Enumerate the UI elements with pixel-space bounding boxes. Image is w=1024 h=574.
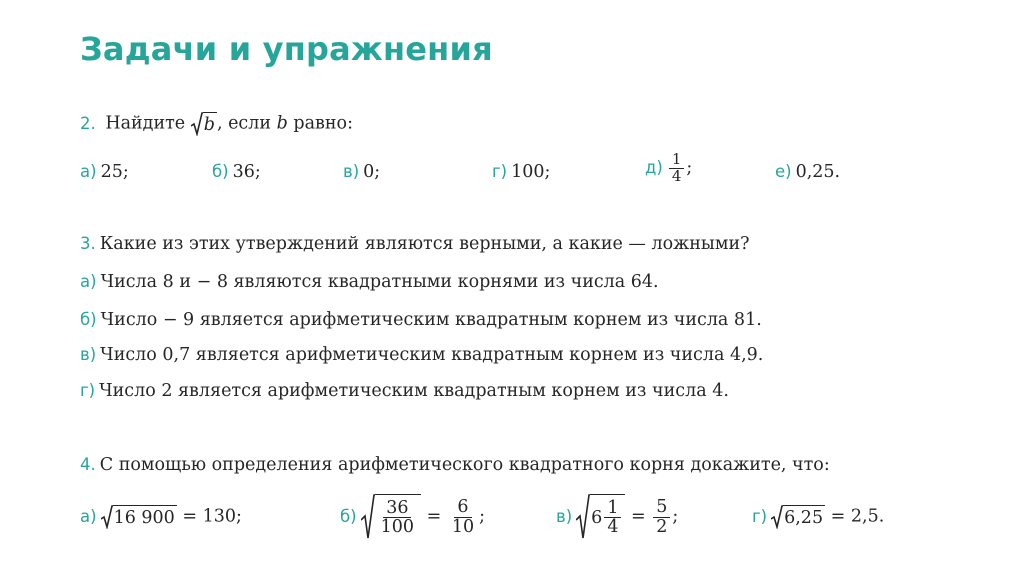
item-text: Числа 8 и − 8 являются квадратными корнями из числа 64. (100, 272, 659, 292)
item-suffix: ; (479, 506, 486, 527)
item-label: г) (80, 381, 96, 400)
equals-sign: = (631, 506, 646, 527)
task-4-statement (80, 455, 830, 475)
task-4-item-c (556, 494, 678, 540)
task-number: 4. (80, 455, 96, 474)
sqrt-expression (771, 505, 825, 529)
task-2-option-d (492, 162, 550, 182)
radical-sign-icon (576, 494, 590, 540)
page-title: Задачи и упражнения (80, 30, 493, 68)
fraction-numerator: 6 (454, 498, 471, 517)
item-label: а) (80, 272, 97, 291)
item-label: а) (80, 506, 97, 526)
task-text: Найдите (105, 113, 186, 134)
item-label: в) (556, 506, 573, 526)
fraction (669, 152, 685, 185)
fraction-denominator: 2 (656, 516, 668, 537)
fraction-denominator: 4 (607, 517, 619, 537)
radical-sign-icon (771, 505, 783, 529)
task-3-item-b (80, 310, 762, 330)
fraction-numerator: 36 (383, 499, 411, 518)
task-2-option-a (80, 162, 129, 182)
sqrt-expression (361, 494, 421, 540)
task-text: , если (216, 113, 272, 134)
item-text: Число 2 является арифметическим квадратным корнем из числа 4. (99, 381, 729, 401)
task-4-item-b (340, 494, 485, 540)
task-3-item-c (80, 345, 763, 365)
task-2-option-f (775, 162, 840, 182)
sqrt-argument: 6,25 (783, 505, 825, 529)
option-label: а) (80, 162, 97, 181)
task-4-item-d (752, 505, 884, 529)
fraction (653, 498, 670, 536)
item-label: б) (80, 310, 97, 329)
option-label: е) (775, 162, 792, 181)
option-label: в) (343, 162, 360, 181)
option-label: г) (492, 162, 508, 181)
sqrt-expression (576, 494, 625, 540)
sqrt-argument: b (203, 112, 217, 136)
option-value: 100; (511, 162, 551, 182)
equation-rhs: = 130; (182, 506, 242, 527)
sqrt-argument: 16 900 (113, 505, 177, 529)
task-number: 2. (80, 113, 96, 133)
task-2-option-e (645, 152, 692, 185)
fraction-numerator: 5 (653, 498, 670, 517)
option-value: 36; (232, 162, 261, 182)
item-text: Число − 9 является арифметическим квадратным корнем из числа 81. (100, 310, 762, 330)
fraction-denominator: 100 (380, 517, 415, 537)
option-label: б) (212, 162, 229, 181)
task-number: 3. (80, 234, 96, 253)
item-label: в) (80, 345, 97, 364)
task-text: С помощью определения арифметического квадратного корня докажите, что: (99, 455, 830, 475)
task-4-item-a (80, 505, 242, 529)
task-text: равно: (293, 113, 353, 134)
task-2-option-c (343, 162, 380, 182)
radical-sign-icon (191, 112, 203, 136)
fraction (604, 499, 621, 537)
task-text: Какие из этих утверждений являются верными, а какие — ложными? (99, 234, 750, 254)
mixed-whole: 6 (591, 507, 603, 528)
item-label: б) (340, 506, 357, 526)
task-2-option-b (212, 162, 261, 182)
fraction (378, 499, 417, 537)
equals-sign: = (426, 506, 442, 527)
radical-sign-icon (361, 494, 375, 540)
equation-rhs: = 2,5. (830, 506, 885, 527)
task-3-item-d (80, 381, 729, 401)
fraction-denominator: 10 (451, 516, 475, 537)
variable: b (276, 113, 288, 134)
fraction-numerator: 1 (604, 499, 621, 518)
item-text: Число 0,7 является арифметическим квадратным корнем из числа 4,9. (100, 345, 764, 365)
task-3-statement (80, 234, 750, 254)
radical-sign-icon (101, 505, 113, 529)
sqrt-expression (101, 505, 177, 529)
fraction-numerator: 1 (669, 152, 685, 169)
item-label: г) (752, 506, 768, 526)
option-value: 0,25. (795, 162, 841, 182)
sqrt-expression (191, 112, 217, 136)
option-value: 25; (100, 162, 129, 182)
option-value: 0; (363, 162, 381, 182)
task-3-item-a (80, 272, 659, 292)
option-label: д) (645, 157, 663, 177)
item-suffix: ; (672, 506, 679, 527)
task-2-statement (80, 112, 353, 136)
fraction-denominator: 4 (671, 166, 682, 185)
fraction (449, 498, 477, 536)
option-suffix: ; (686, 157, 693, 178)
